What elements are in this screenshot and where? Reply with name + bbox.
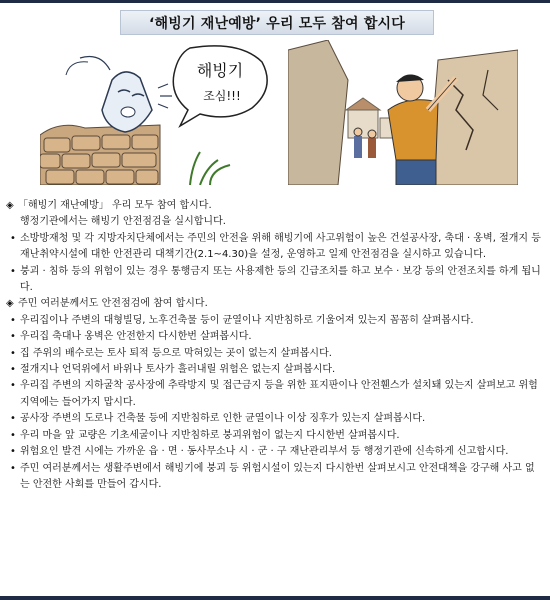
list-item xyxy=(6,231,544,264)
bottom-border xyxy=(0,596,550,600)
top-border xyxy=(0,0,550,3)
notice-content xyxy=(6,198,544,493)
page-title: ‘해빙기 재난예방’ 우리 모두 참여 합시다 xyxy=(120,10,434,35)
stone-wall xyxy=(40,125,160,185)
bullet-dot-icon: • xyxy=(10,314,16,326)
bullet-dot-icon: • xyxy=(10,331,16,343)
diamond-icon: ◈ xyxy=(6,200,14,211)
list-item-text: 우리집 주변의 지하굴착 공사장에 추락방지 및 접근금지 등을 위한 표지판이나 안전휀스가 설치돼 있는지 살펴보고 위험지역에는 들어가지 맙시다. xyxy=(20,380,538,408)
diamond-icon: ◈ xyxy=(6,298,14,310)
list-item-text: 공사장 주변의 도로나 건축물 등에 지반침하로 인한 균열이나 이상 징후가 있는지 살펴봅시다. xyxy=(20,413,426,425)
list-item-text: 우리집이나 주변의 대형빌딩, 노후건축물 등이 균열이나 지반침하로 기울어져 있는지 꼼꼼히 살펴봅시다. xyxy=(20,314,474,326)
section1-heading xyxy=(6,198,544,214)
bullet-dot-icon: • xyxy=(10,462,16,474)
list-item xyxy=(6,264,544,297)
list-item xyxy=(6,378,544,411)
bullet-dot-icon: • xyxy=(10,232,16,244)
list-item-text: 우리집 축대나 옹벽은 안전한지 다시한번 살펴봅시다. xyxy=(20,331,252,343)
bullet-dot-icon: • xyxy=(10,413,16,425)
inspection-cartoon-illustration xyxy=(288,40,518,185)
list-item-text: 위험요인 발견 시에는 가까운 읍 · 면 · 동사무소나 시 · 군 · 구 재난관리부서 등 행정기관에 신속하게 신고합시다. xyxy=(20,446,509,458)
list-item xyxy=(6,411,544,427)
list-item-text: 절개지나 언덕위에서 바위나 토사가 흘러내릴 위험은 없는지 살펴봅시다. xyxy=(20,364,336,376)
bullet-dot-icon: • xyxy=(10,347,16,359)
bullet-dot-icon: • xyxy=(10,380,16,392)
bubble-text-1: 해빙기 xyxy=(196,61,244,80)
list-item-text: 집 주위의 배수로는 토사 퇴적 등으로 막혀있는 곳이 없는지 살펴봅시다. xyxy=(20,347,332,359)
bullet-dot-icon: • xyxy=(10,364,16,376)
list-item-text: 주민 여러분께서는 생활주변에서 해빙기에 붕괴 등 위험시설이 있는지 다시한번 살펴보시고 안전대책을 강구해 사고 없는 안전한 사회를 만들어 갑시다. xyxy=(20,462,535,490)
list-item-text: 소방방재청 및 각 지방자치단체에서는 주민의 안전을 위해 해빙기에 사고위험이 높은 건설공사장, 축대 · 옹벽, 절개지 등 재난취약시설에 대한 안전관리 대책기간(2.1~4.30)을 설정, 운영하고 일제 안전점검을 실시하고 있습니다. xyxy=(20,232,541,261)
list-item-text: 우리 마을 앞 교량은 기초세굴이나 지반침하로 붕괴위험이 없는지 다시한번 살펴봅시다. xyxy=(20,429,400,441)
section2-heading xyxy=(6,296,544,312)
list-item xyxy=(6,346,544,362)
section1-subline: 행정기관에서는 해빙기 안전점검을 실시합니다. xyxy=(20,216,226,228)
section2-heading-text: 주민 여러분께서도 안전점검에 참여 합시다. xyxy=(18,298,208,310)
list-item xyxy=(6,362,544,378)
list-item xyxy=(6,461,544,494)
wall-cartoon-illustration xyxy=(40,40,275,185)
bubble-text-2: 조심!!! xyxy=(203,89,241,103)
list-item-text: 붕괴 · 침하 등의 위험이 있는 경우 통행금지 또는 사용제한 등의 긴급조치를 하고 보수 · 보강 등의 안전조치를 하게 됩니다. xyxy=(20,265,541,294)
list-item xyxy=(6,313,544,329)
list-item xyxy=(6,428,544,444)
bullet-dot-icon: • xyxy=(10,429,16,441)
bullet-dot-icon: • xyxy=(10,446,16,458)
list-item xyxy=(6,444,544,460)
bullet-dot-icon: • xyxy=(10,265,16,277)
section1-heading-text: 「해빙기 재난예방」 우리 모두 참여 합시다. xyxy=(18,200,212,211)
list-item xyxy=(6,329,544,345)
